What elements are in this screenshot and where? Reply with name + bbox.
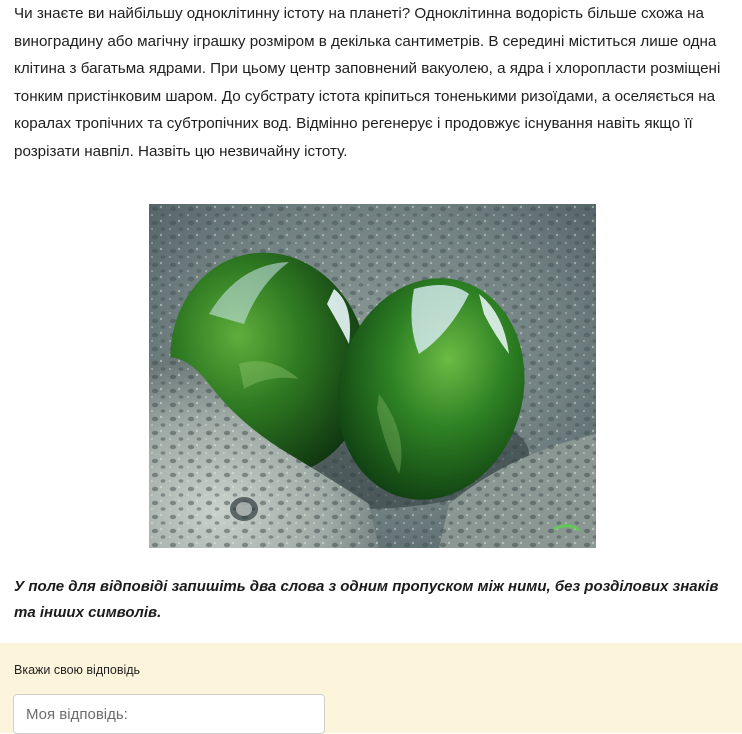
algae-photo xyxy=(149,204,596,548)
answer-instruction: У поле для відповіді запишіть два слова з одним пропуском між ними, без розділових знаків та інших символів. xyxy=(14,578,719,621)
answer-label: Вкажи свою відповідь xyxy=(14,663,141,677)
question-text: Чи знаєте ви найбільшу одноклітинну істоту на планеті? Одноклітинна водорість більше схожа на виноградину або магічну іграшку розміром в декілька сантиметрів. В середині міститься лише одна клітина з багатьма ядрами. При цьому центр заповнений вакуолею, а ядра і хлоропласти розміщені тонким пристінковим шаром. До субстрату істота кріпиться тоненькими ризоїдами, а оселяється на коралах тропічних та субтропічних вод. Відмінно регенерує і продовжує існування навіть якщо її розрізати навпіл. Назвіть цю незвичайну істоту. xyxy=(14,5,721,160)
answer-panel xyxy=(0,643,742,733)
answer-input[interactable] xyxy=(13,694,325,734)
